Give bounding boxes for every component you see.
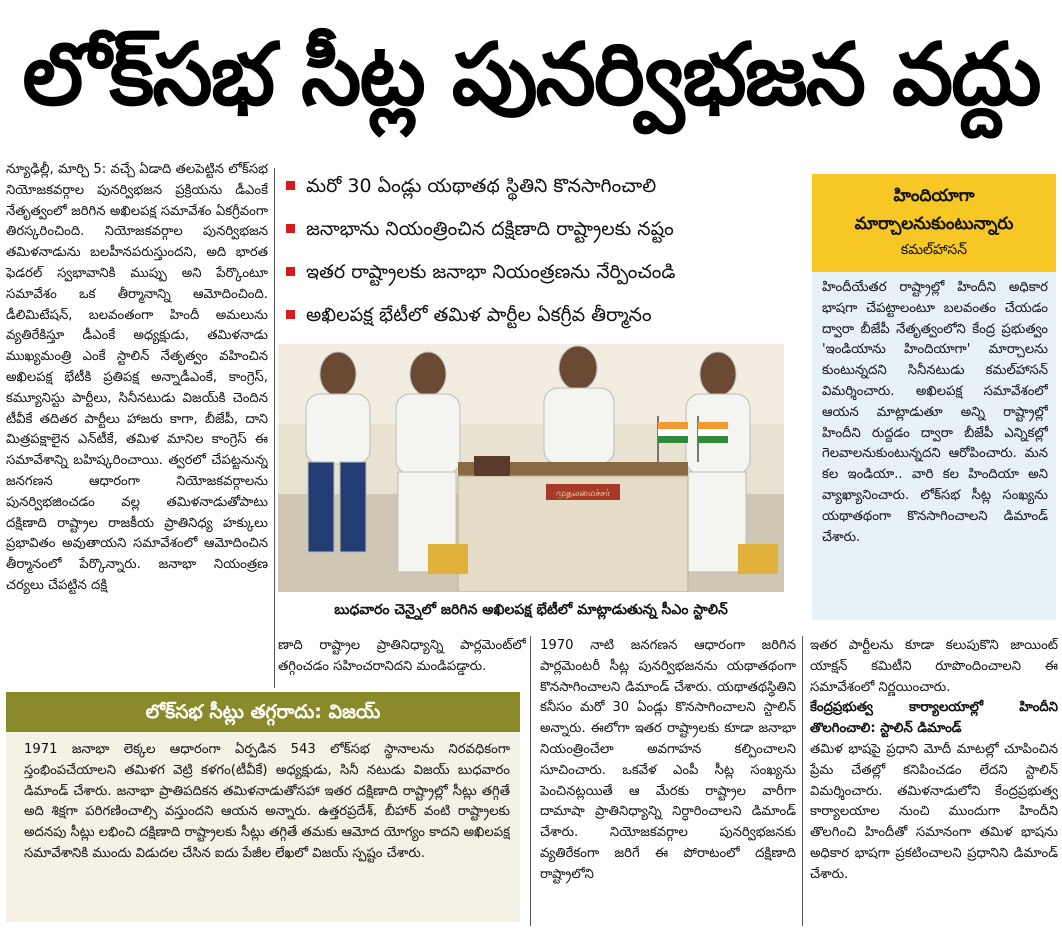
highlight-item: అఖిలపక్ష భేటీలో తమిళ పార్టీల ఏకగ్రీవ తీర్మానం (282, 295, 802, 338)
photo-caption: బుధవారం చెన్నైలో జరిగిన అఖిలపక్ష భేటీలో మాట్లాడుతున్న సీఎం స్టాలిన్ (334, 602, 728, 618)
sidebar-paragraph: హిందీయేతర రాష్ట్రాల్లో హిందీని అధికార భాషగా చేపట్టాలంటూ బలవంతం చేయడం ద్వారా బీజేపీ నేతృత్వంలోని కేంద్ర ప్రభుత్వం 'ఇండియాను హిందియాగా' మార్చాలను కుంటున్నదని సినీనటుడు కమల్‌హాసన్ విమర్శించారు. అఖిలపక్ష సమావేశంలో ఆయన మాట్లాడుతూ అన్ని రాష్ట్రాల్లో హిందీని రుద్దడం ద్వారా బీజేపీ ఎన్నికల్లో గెలవాలనుకుంటున్నదని ఆరోపించారు. మన కల ఇండియా.. వారి కల హిందియా అని వ్యాఖ్యానించారు. లోక్‌సభ సీట్ల సంఖ్యను యథాతథంగా కొనసాగించాలని డిమాండ్ చేశారు. (822, 280, 1048, 545)
sidebar-body (822, 278, 1048, 614)
vijay-title: లోక్‌సభ సీట్లు తగ్గరాదు: విజయ్ (6, 692, 520, 732)
highlights-list (282, 166, 802, 346)
highlight-item: జనాభాను నియంత్రించిన దక్షిణాది రాష్ట్రాలకు నష్టం (282, 209, 802, 252)
meeting-photo-illustration (278, 344, 784, 592)
right-column-b-text (810, 636, 1058, 928)
vijay-body (24, 740, 510, 916)
right-column-a-text (540, 636, 796, 928)
headline: లోక్‌సభ సీట్ల పునర్విభజన వద్దు (22, 25, 1040, 125)
middle-continuation-text (278, 636, 526, 690)
sidebar-byline: కమల్‌హాసన్ (900, 242, 968, 258)
left-column-text (6, 160, 268, 686)
bullet-square-icon (286, 224, 295, 233)
sidebar-header (812, 174, 1056, 272)
photo-nameplate: முதலமைச்சர் (556, 489, 610, 499)
right-column-b-intro: ఇతర పార్టీలను కూడా కలుపుకొని జాయింట్ యాక్షన్ కమిటీని రూపొందించాలని ఈ సమావేశంలో నిర్ణయించారు. (810, 638, 1058, 695)
vijay-paragraph: 1971 జనాభా లెక్కల ఆధారంగా ఏర్పడిన 543 లోక్‌సభ స్థానాలను నిరవధికంగా స్తంభింపచేయాలని తమిళగ వెట్రి కళగం(టీవీకే) అధ్యక్షుడు, సినీ నటుడు విజయ్ బుధవారం డిమాండ్ చేశారు. జనాభా ప్రాతిపదికన తమిళనాడుతోసహా ఇతర దక్షిణాది రాష్ట్రాల్లో సీట్లు తగ్గితే అది శిక్షగా పరిగణించాల్సి వస్తుందని ఆయన అన్నారు. ఉత్తరప్రదేశ్, బీహార్ వంటి రాష్ట్రాలకు అదనపు సీట్లు లభించి దక్షిణాది రాష్ట్రాలకు సీట్లు తగ్గితే తమకు ఆమోద యోగ్యం కాదని అఖిలపక్ష సమావేశానికి ముందు విడుదల చేసిన ఐదు పేజీల లేఖలో విజయ్ స్పష్టం చేశారు. (24, 742, 510, 861)
highlight-item: ఇతర రాష్ట్రాలకు జనాభా నియంత్రణను నేర్పించండి (282, 252, 802, 295)
divider-right (802, 636, 803, 926)
highlight-item: మరో 30 ఏండ్లు యథాతథ స్థితిని కొనసాగించాలి (282, 166, 802, 209)
bullet-square-icon (286, 181, 295, 190)
middle-continuation-paragraph: ణాది రాష్ట్రాల ప్రాతినిధ్యాన్ని పార్లమెంట్‌లో తగ్గించడం సహించరానిదని మండిపడ్డారు. (278, 638, 526, 674)
news-photo (278, 344, 784, 592)
divider-middle (530, 636, 531, 926)
bullet-square-icon (286, 267, 295, 276)
right-column-b-body: తమిళ భాషపై ప్రధాని మోదీ మాటల్లో చూపించిన ప్రేమ చేతల్లో కనిపించడం లేదని స్టాలిన్ విమర్శించారు. తమిళనాడులోని కేంద్రప్రభుత్వ కార్యాలయాల నుంచి ముందుగా హిందీని తొలగించి హిందీతో సమానంగా తమిళ భాషను అధికార భాషగా ప్రకటించాలని ప్రధానిని డిమాండ్ చేశారు. (810, 741, 1058, 882)
divider-left (274, 168, 275, 688)
left-column-paragraph: న్యూఢిల్లీ, మార్చి 5: వచ్చే ఏడాది తలపెట్టిన లోక్‌సభ నియోజకవర్గాల పునర్విభజన ప్రక్రియను డీఎంకే నేతృత్వంలో జరిగిన అఖిలపక్ష సమావేశం ఏకగ్రీవంగా తిరస్కరించింది. నియోజకవర్గాల పునర్విభజన తమిళనాడును బలహీనపరుస్తుందని, అది భారత ఫెడరల్ స్వభావానికి ముప్పు అని పేర్కొంటూ సమావేశం ఒక తీర్మానాన్ని ఆమోదించింది. డీలిమిటేషన్, బలవంతంగా హిందీ అమలును వ్యతిరేకిస్తూ డీఎంకే అధ్యక్షుడు, తమిళనాడు ముఖ్యమంత్రి ఎంకే స్టాలిన్ నేతృత్వం వహించిన అఖిలపక్ష భేటీకి ప్రతిపక్ష అన్నాడీఎంకే, కాంగ్రెస్, కమ్యూనిస్టు పార్టీలు, సినీనటుడు విజయ్‌కి చెందిన టీవీకే తదితర పార్టీలు హాజరు కాగా, బీజేపీ, దాని మిత్రపక్షాలైన ఎన్‌టీకే, తమిళ మానిల కాంగ్రెస్ ఈ సమావేశాన్ని బహిష్కరించాయి. త్వరలో చేపట్టనున్న జనగణన ఆధారంగా నియోజకవర్గాలను పునర్విభజించడం వల్ల తమిళనాడుతోపాటు దక్షిణాది రాష్ట్రాల రాజకీయ ప్రాతినిధ్య హక్కులు ప్రభావితం అవుతాయని సమావేశంలో ఆమోదించిన తీర్మానంలో పేర్కొన్నారు. జనాభా నియంత్రణ చర్యలు చేపట్టిన దక్షి (6, 162, 268, 593)
right-column-a-paragraph: 1970 నాటి జనగణన ఆధారంగా జరిగిన పార్లమెంటరీ సీట్ల పునర్విభజనను యథాతథంగా కొనసాగించాలని డిమాండ్ చేశారు. యథాతథస్థితిని కనీసం మరో 30 ఏండ్లు కొనసాగించాలని స్టాలిన్ అన్నారు. ఈలోగా ఇతర రాష్ట్రాలకు కూడా జనాభా నియంత్రించేలా అవగాహన కల్పించాలని సూచించారు. ఒకవేళ ఎంపీ సీట్ల సంఖ్యను పెంచినట్లయితే ఆ మేరకు రాష్ట్రాల వారీగా దామాషా ప్రాతినిధ్యాన్ని నిర్ధారించాలని డిమాండ్ చేశారు. నియోజకవర్గాల పునర్విభజనకు వ్యతిరేకంగా జరిగే ఈ పోరాటంలో దక్షిణాది రాష్ట్రాలోని (540, 638, 796, 882)
bullet-square-icon (286, 310, 295, 319)
sidebar-title: హిందియాగా మార్చాలనుకుంటున్నారు (854, 186, 1014, 234)
right-column-b-subhead: కేంద్రప్రభుత్వ కార్యాలయాల్లో హిందీని తొలగించాలి: స్టాలిన్ డిమాండ్ (810, 700, 1058, 737)
